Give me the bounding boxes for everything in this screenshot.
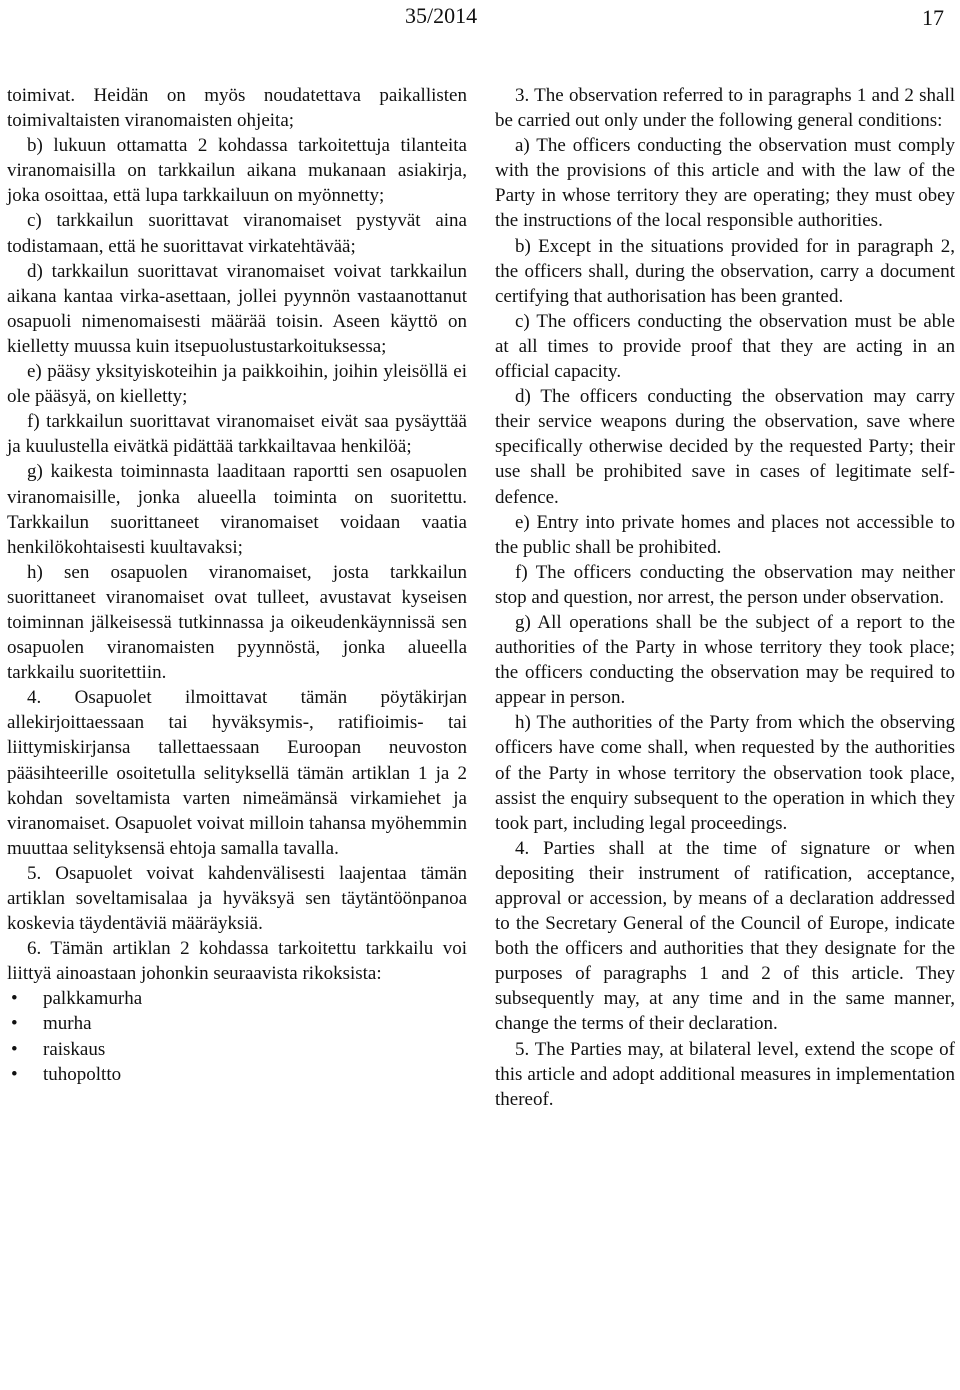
paragraph-5-fi: 5. Osapuolet voivat kahdenvälisesti laajentaa tämän artiklan soveltamisalaa ja hyväksyä sen täytäntöönpanoa koskevia täydentäviä määräyksiä. xyxy=(7,862,467,935)
paragraph-condition-d-en: d) The officers conducting the observation may carry their service weapons during the observation, save where specifically otherwise decided by the requested Party; their use shall be prohibited save in cases of legitimate self-defence. xyxy=(495,386,955,508)
paragraph-condition-e-fi: e) pääsy yksityiskoteihin ja paikkoihin, joihin yleisöllä ei ole pääsyä, on kielletty; xyxy=(7,361,467,408)
paragraph-4-fi: 4. Osapuolet ilmoittavat tämän pöytäkirjan allekirjoittaessaan tai hyväksymis-, ratifioimis- tai liittymiskirjansa tallettaessaan Euroopan neuvoston pääsihteerille osoitetulla selityksellä tämän artiklan 1 ja 2 kohdan soveltamista varten nimeämänsä virkamiehet ja viranomaiset. Osapuolet voivat milloin tahansa myöhemmin muuttaa selityksensä ehtoja samalla tavalla. xyxy=(7,687,467,859)
bullet-icon: • xyxy=(11,1063,18,1085)
paragraph-4-en: 4. Parties shall at the time of signature or when depositing their instrument of ratification, acceptance, approval or accession, by means of a declaration addressed to the Secretary General of the Council of Europe, indicate both the officers and authorities that they designate for the purposes of paragraphs 1 and 2 of this article. They subsequently may, at any time and in the same manner, change the terms of their declaration. xyxy=(495,837,955,1035)
bullet-icon: • xyxy=(11,1038,18,1060)
page-header xyxy=(0,0,960,40)
list-item xyxy=(7,1062,467,1087)
paragraph-6-fi: 6. Tämän artiklan 2 kohdassa tarkoitettu tarkkailu voi liittyä ainoastaan johonkin seuraavista rikoksista: xyxy=(7,938,467,985)
paragraph-condition-g-en: g) All operations shall be the subject of a report to the authorities of the Party in whose territory they took place; the officers conducting the observation may be required to appear in person. xyxy=(495,611,955,709)
paragraph-continuation: toimivat. Heidän on myös noudatettava paikallisten toimivaltaisten viranomaisten ohjeita; xyxy=(7,85,467,132)
bullet-icon: • xyxy=(11,988,18,1010)
paragraph-condition-h-fi: h) sen osapuolen viranomaiset, josta tarkkailun suorittaneet viranomaiset ovat tulleet, avustavat kyseisen toiminnan jälkeisessä tutkinnassa ja oikeudenkäynnissä sen osapuolen viranomaisten pyynnöstä, jonka alueella tarkkailu suoritettiin. xyxy=(7,561,467,684)
finnish-text-column xyxy=(7,83,467,1087)
offence-list xyxy=(7,986,467,1086)
paragraph-condition-g-fi: g) kaikesta toiminnasta laaditaan raportti sen osapuolen viranomaisille, jonka alueella toiminta on suoritettu. Tarkkailun suorittaneet viranomaiset voidaan vaatia henkilökohtaisesti kuultavaksi; xyxy=(7,461,467,558)
list-item-text: palkkamurha xyxy=(43,988,143,1010)
paragraph-condition-b-fi: b) lukuun ottamatta 2 kohdassa tarkoitettuja tilanteita viranomaisilla on tarkkailun aikana mukanaan asiakirja, joka osoittaa, että lupa tarkkailuun on myönnetty; xyxy=(7,135,467,207)
paragraph-5-en: 5. The Parties may, at bilateral level, extend the scope of this article and adopt additional measures in implementation thereof. xyxy=(495,1038,955,1110)
list-item xyxy=(7,1011,467,1036)
page-number: 17 xyxy=(922,5,944,30)
paragraph-3-en: 3. The observation referred to in paragraphs 1 and 2 shall be carried out only under the following general conditions: xyxy=(495,85,955,132)
paragraph-condition-h-en: h) The authorities of the Party from which the observing officers have come shall, when requested by the authorities of the Party in whose territory the observation took place, assist the enquiry subsequent to the operation in which they took part, including legal proceedings. xyxy=(495,712,955,834)
list-item-text: tuhopoltto xyxy=(43,1063,122,1085)
list-item xyxy=(7,986,467,1011)
issue-number: 35/2014 xyxy=(405,3,478,28)
paragraph-condition-f-en: f) The officers conducting the observation may neither stop and question, nor arrest, the person under observation. xyxy=(495,561,955,608)
list-item-text: murha xyxy=(43,1013,92,1035)
paragraph-condition-c-en: c) The officers conducting the observation must be able at all times to provide proof that they are acting in an official capacity. xyxy=(495,310,955,383)
list-item-text: raiskaus xyxy=(43,1038,106,1060)
paragraph-condition-c-fi: c) tarkkailun suorittavat viranomaiset pystyvät aina todistamaan, että he suorittavat virkatehtävää; xyxy=(7,210,467,257)
paragraph-condition-d-fi: d) tarkkailun suorittavat viranomaiset voivat tarkkailun aikana kantaa virka-asettaan, jollei pyynnön vastaanottanut osapuoli nimenomaisesti määrää toisin. Aseen käyttö on kielletty muussa kuin itsepuolustustarkoituksessa; xyxy=(7,260,467,357)
paragraph-condition-a-en: a) The officers conducting the observation must comply with the provisions of this article and with the law of the Party in whose territory they are operating; they must obey the instructions of the local responsible authorities. xyxy=(495,135,955,232)
paragraph-condition-e-en: e) Entry into private homes and places not accessible to the public shall be prohibited. xyxy=(495,511,955,558)
list-item xyxy=(7,1037,467,1062)
bullet-icon: • xyxy=(11,1013,18,1035)
english-text-column xyxy=(495,83,955,1112)
paragraph-condition-f-fi: f) tarkkailun suorittavat viranomaiset eivät saa pysäyttää ja kuulustella eivätkä pidättää tarkkailtavaa henkilöä; xyxy=(7,411,467,458)
paragraph-condition-b-en: b) Except in the situations provided for in paragraph 2, the officers shall, during the observation, carry a document certifying that authorisation has been granted. xyxy=(495,235,955,307)
